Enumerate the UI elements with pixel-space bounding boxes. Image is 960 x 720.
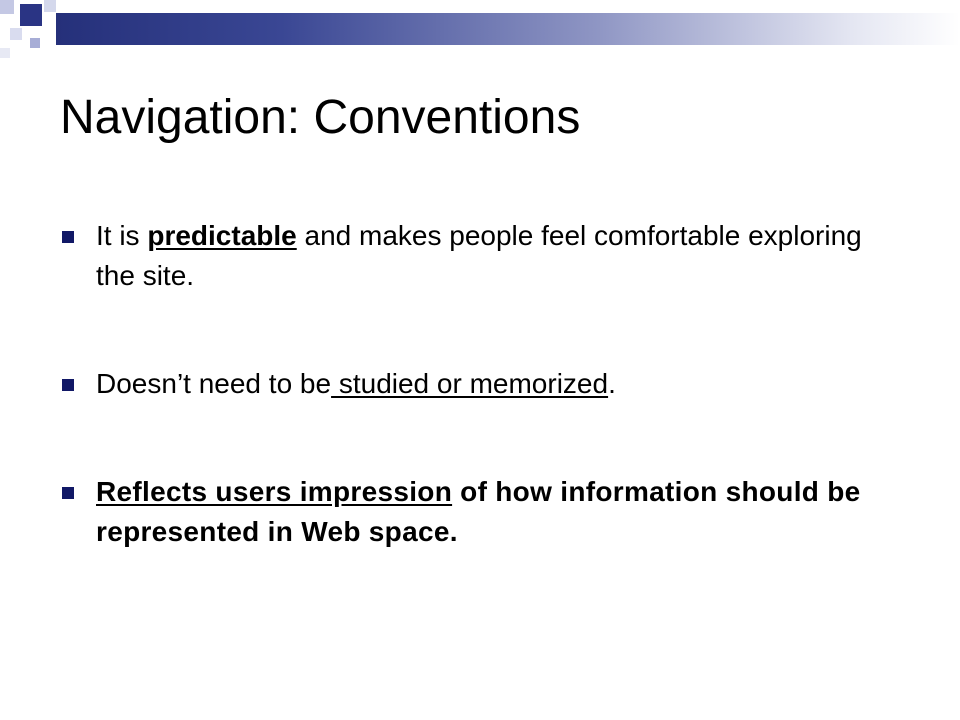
emphasized-text: studied or memorized <box>331 368 609 399</box>
slide-title: Navigation: Conventions <box>60 91 581 144</box>
bullet-text: Doesn’t need to be <box>96 368 332 399</box>
bullet-item <box>60 472 900 552</box>
square-bullet-icon <box>62 379 74 391</box>
decorative-square <box>0 0 14 14</box>
bullet-item <box>60 364 900 404</box>
emphasized-text: Reflects users impression <box>96 476 453 507</box>
bullet-text: of how information should be represented in Web space. <box>96 476 861 547</box>
square-bullet-icon <box>62 487 74 499</box>
decorative-square <box>20 4 42 26</box>
bullet-item <box>60 216 900 296</box>
bullet-text: and makes people feel comfortable exploring the site. <box>96 220 862 291</box>
square-bullet-icon <box>62 231 74 243</box>
decorative-square <box>0 48 10 58</box>
decorative-square <box>44 0 56 12</box>
bullet-text: . <box>608 368 616 399</box>
bullet-text: It is <box>96 220 148 251</box>
header-gradient-bar <box>56 13 960 45</box>
bullet-list <box>60 216 900 552</box>
decorative-square <box>30 38 40 48</box>
decorative-square <box>10 28 22 40</box>
emphasized-text: predictable <box>147 220 297 251</box>
